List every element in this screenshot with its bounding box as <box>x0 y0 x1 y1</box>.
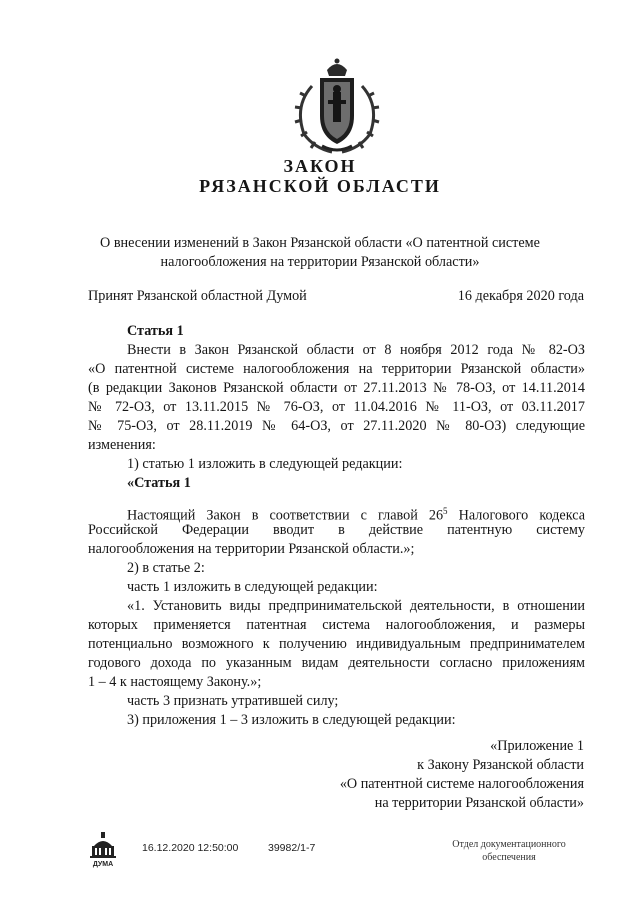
amendment-item: 2) в статье 2: <box>127 560 205 576</box>
paragraph-line: «1. Установить виды предпринимательской деятельности, в отношении <box>127 598 585 614</box>
footer-registration-number: 39982/1-7 <box>268 842 316 854</box>
quoted-article-heading: «Статья 1 <box>127 475 191 491</box>
duma-logo <box>88 832 118 868</box>
amendment-item: 3) приложения 1 – 3 изложить в следующей редакции: <box>127 712 456 728</box>
law-subject-line: О внесении изменений в Закон Рязанской области «О патентной системе <box>100 235 540 251</box>
amendment-subitem: часть 1 изложить в следующей редакции: <box>127 579 378 595</box>
appendix-reference-line: к Закону Рязанской области <box>417 757 584 773</box>
paragraph-line: которых применяется патентная система налогообложения, и размеры <box>88 617 585 633</box>
paragraph-line: годового дохода по указанным видам деятельности согласно приложениям <box>88 655 585 671</box>
paragraph-line: 1 – 4 к настоящему Закону.»; <box>88 674 262 690</box>
appendix-reference-line: на территории Рязанской области» <box>374 795 584 811</box>
chapter-superscript: 5 <box>443 506 448 516</box>
paragraph-text: Налогового кодекса <box>447 507 585 524</box>
law-subject-line: налогообложения на территории Рязанской области» <box>160 254 480 270</box>
coat-of-arms-emblem <box>282 56 392 158</box>
appendix-reference-line: «О патентной системе налогообложения <box>339 776 584 792</box>
law-subject <box>60 234 580 272</box>
appendix-reference-line: «Приложение 1 <box>490 738 584 754</box>
adoption-date: 16 декабря 2020 года <box>457 288 584 304</box>
law-title: ЗАКОН <box>283 156 357 176</box>
paragraph-line: Российской Федерации вводит в действие патентную систему <box>88 522 585 538</box>
paragraph-line: «О патентной системе налогообложения на территории Рязанской области» <box>88 361 585 377</box>
paragraph-line: № 72-ОЗ, от 13.11.2015 № 76-ОЗ, от 11.04.2016 № 11-ОЗ, от 03.11.2017 <box>88 399 585 415</box>
department-stamp <box>434 838 584 864</box>
paragraph-text: Настоящий Закон в соответствии с главой 26 <box>127 507 444 524</box>
duma-building-icon <box>88 832 118 868</box>
adopted-by: Принят Рязанской областной Думой <box>88 288 307 304</box>
stamp-line: Отдел документационного <box>452 839 566 850</box>
paragraph-line: № 75-ОЗ, от 28.11.2019 № 64-ОЗ, от 27.11.2020 № 80-ОЗ) следующие <box>88 418 585 434</box>
law-region-title: РЯЗАНСКОЙ ОБЛАСТИ <box>199 176 441 196</box>
article-heading: Статья 1 <box>127 323 184 339</box>
coat-of-arms-icon <box>282 56 392 158</box>
amendment-item: 1) статью 1 изложить в следующей редакции: <box>127 456 403 472</box>
paragraph-line: изменения: <box>88 437 156 453</box>
amendment-subitem: часть 3 признать утратившей силу; <box>127 693 339 709</box>
duma-logo-text: ДУМА <box>92 861 114 868</box>
stamp-line: обеспечения <box>482 852 536 863</box>
footer-timestamp: 16.12.2020 12:50:00 <box>142 842 239 854</box>
paragraph-line: налогообложения на территории Рязанской области.»; <box>88 541 415 557</box>
paragraph-line: потенциально возможного к получению индивидуальным предпринимателем <box>88 636 585 652</box>
paragraph-line: (в редакции Законов Рязанской области от 27.11.2013 № 78-ОЗ, от 14.11.2014 <box>88 380 585 396</box>
paragraph-line: Внести в Закон Рязанской области от 8 ноября 2012 года № 82-ОЗ <box>127 342 585 358</box>
